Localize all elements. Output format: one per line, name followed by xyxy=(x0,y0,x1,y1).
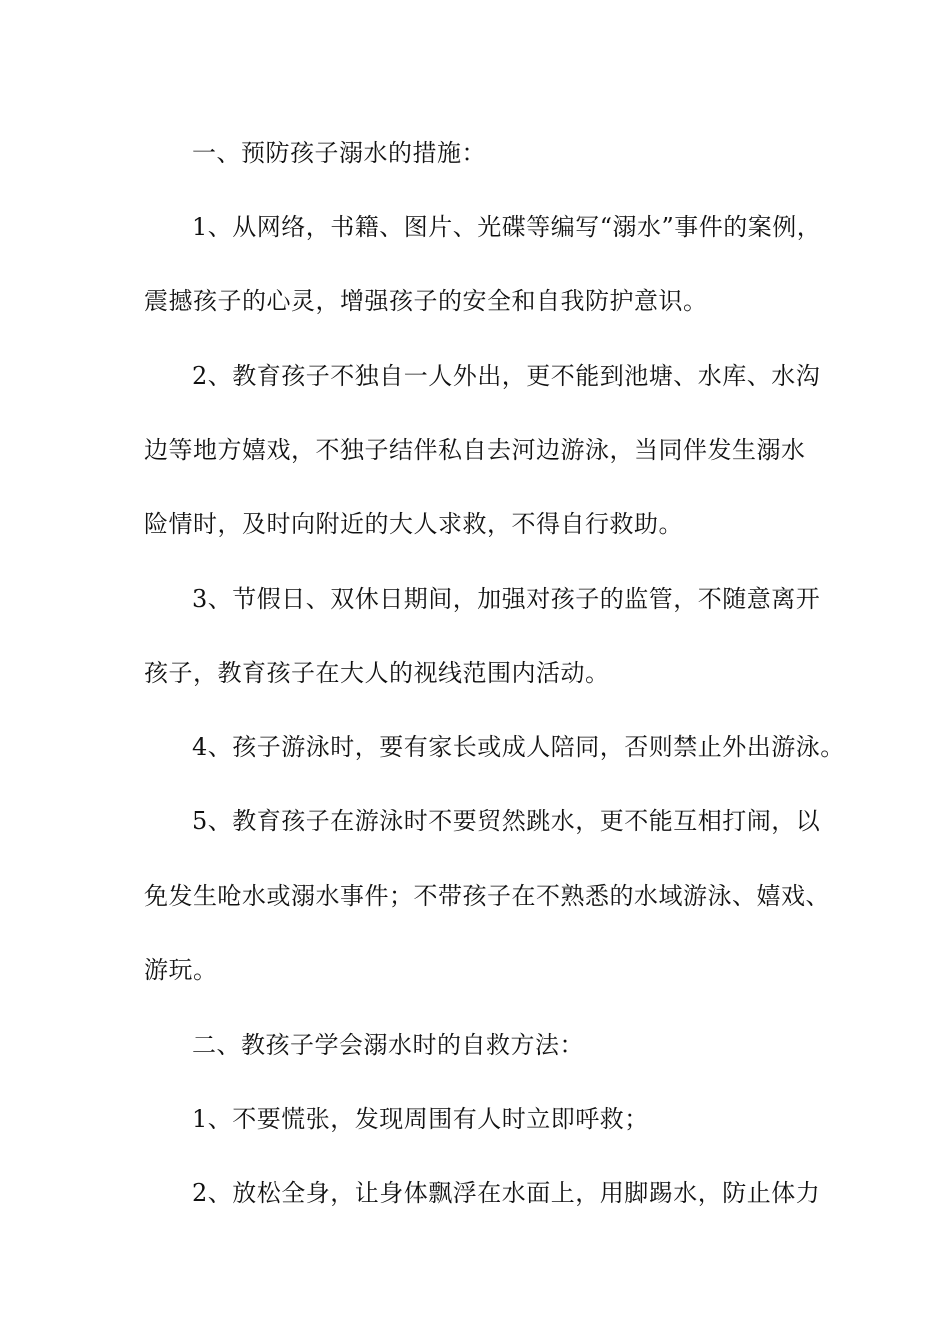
paragraph-line: 1、不要慌张，发现周围有人时立即呼救； xyxy=(192,1105,649,1133)
paragraph-line: 4、孩子游泳时，要有家长或成人陪同，否则禁止外出游泳。 xyxy=(192,733,845,761)
section-heading-self-rescue: 二、教孩子学会溺水时的自救方法： xyxy=(192,1031,584,1059)
paragraph-line: 5、教育孩子在游泳时不要贸然跳水，更不能互相打闹，以 xyxy=(192,807,821,835)
paragraph-line: 免发生呛水或溺水事件；不带孩子在不熟悉的水域游泳、嬉戏、 xyxy=(144,882,830,910)
paragraph-line: 1、从网络，书籍、图片、光碟等编写“溺水”事件的案例， xyxy=(192,213,822,241)
paragraph-line: 3、节假日、双休日期间，加强对孩子的监管，不随意离开 xyxy=(192,585,821,613)
paragraph-line: 游玩。 xyxy=(144,956,218,984)
paragraph-line: 孩子，教育孩子在大人的视线范围内活动。 xyxy=(144,659,610,687)
paragraph-line: 边等地方嬉戏，不独子结伴私自去河边游泳，当同伴发生溺水 xyxy=(144,436,806,464)
section-heading-prevention: 一、预防孩子溺水的措施： xyxy=(192,139,486,167)
paragraph-line: 2、放松全身，让身体飘浮在水面上，用脚踢水，防止体力 xyxy=(192,1179,821,1207)
paragraph-line: 险情时，及时向附近的大人求救，不得自行救助。 xyxy=(144,510,683,538)
paragraph-line: 2、教育孩子不独自一人外出，更不能到池塘、水库、水沟 xyxy=(192,362,821,390)
paragraph-line: 震撼孩子的心灵，增强孩子的安全和自我防护意识。 xyxy=(144,287,708,315)
